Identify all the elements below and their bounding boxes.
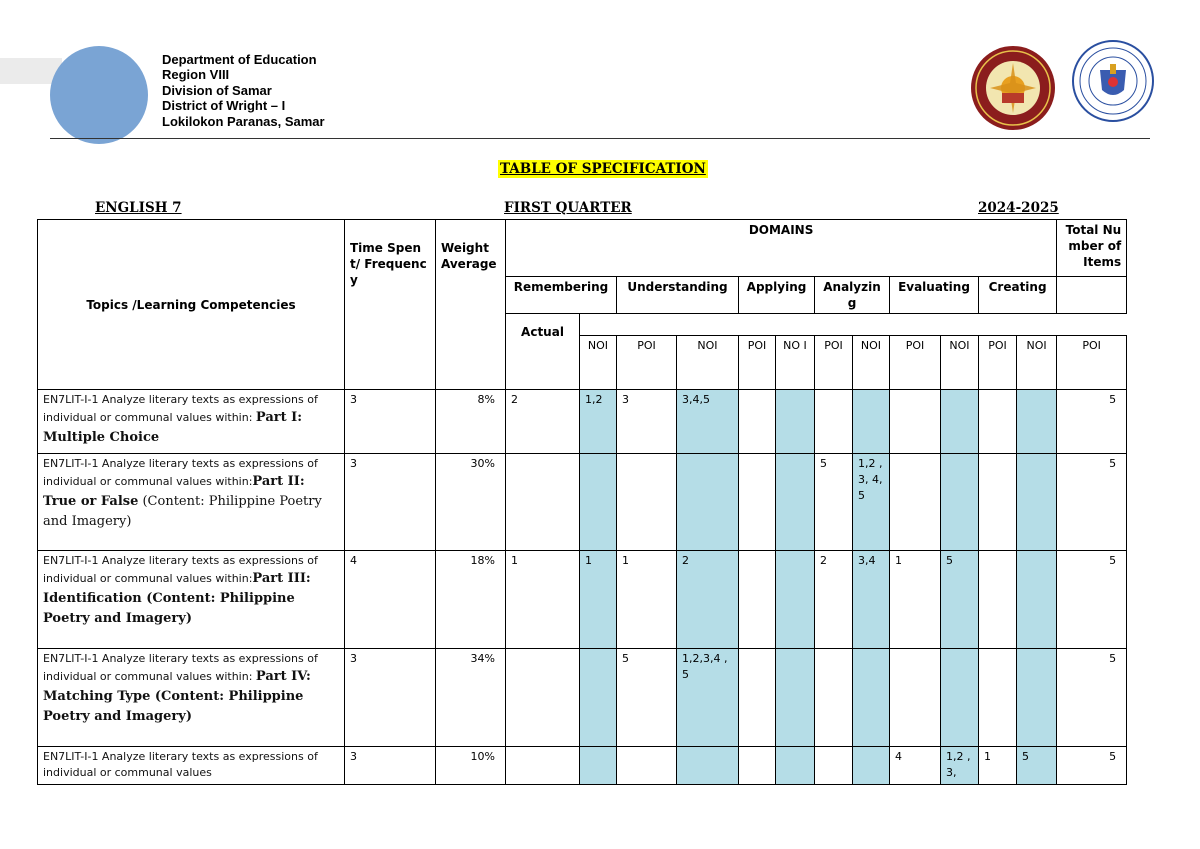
noi-cell [979,454,1017,551]
noi-cell [890,390,941,454]
noi-cell [739,747,776,785]
header-actual: Actual [506,314,580,390]
header-noi: NOI [1017,336,1057,390]
noi-cell [979,649,1017,747]
competency-cell [38,390,345,454]
time-spent-cell: 3 [345,649,436,747]
division-seal-icon [970,45,1056,131]
noi-cell [815,390,853,454]
header-weight-average: Weight Average [436,220,506,390]
total-items-cell: 5 [1057,454,1127,551]
poi-cell [941,390,979,454]
header-divider [50,138,1150,139]
noi-cell: 5 [815,454,853,551]
weight-cell: 18% [436,551,506,649]
table-row [38,390,1127,454]
poi-cell [1017,551,1057,649]
letterhead-line: Lokilokon Paranas, Samar [162,113,325,129]
noi-cell [617,747,677,785]
header-total-items: Total Number of Items [1057,220,1127,277]
quarter-label: FIRST QUARTER [504,200,632,216]
time-spent-cell: 3 [345,454,436,551]
document-title: TABLE OF SPECIFICATION [500,161,706,177]
noi-cell [506,454,580,551]
deped-seal-icon [1072,40,1154,122]
poi-cell: 3,4,5 [677,390,739,454]
poi-cell: 1 [580,551,617,649]
poi-cell: 1,2 [580,390,617,454]
header-creating: Creating [979,277,1057,314]
table-row [38,551,1127,649]
poi-cell [776,390,815,454]
time-spent-cell: 3 [345,390,436,454]
test-part-label: Part II: True or False [43,474,305,509]
noi-cell [890,649,941,747]
poi-cell [580,454,617,551]
noi-cell [979,390,1017,454]
header-poi: POI [739,336,776,390]
header-poi: POI [979,336,1017,390]
header-noi: NOI [677,336,739,390]
competency-text: EN7LIT-I-1 Analyze literary texts as expressions of individual or communal values within: [43,554,318,585]
letterhead-line: District of Wright – I [162,98,286,114]
table-row [38,649,1127,747]
total-items-cell: 5 [1057,390,1127,454]
poi-cell: 3,4 [853,551,890,649]
poi-cell [1017,454,1057,551]
header-time-spent: Time Spent/ Frequency [345,220,436,390]
competency-text: EN7LIT-I-1 Analyze literary texts as expressions of individual or communal values [43,750,318,779]
poi-cell [941,454,979,551]
noi-cell [815,747,853,785]
noi-cell: 1 [979,747,1017,785]
noi-cell: 1 [890,551,941,649]
noi-cell [739,551,776,649]
noi-cell [617,454,677,551]
table-row [38,454,1127,551]
header-poi: POI [890,336,941,390]
header-understanding: Understanding [617,277,739,314]
header-poi: POI [1057,336,1127,390]
poi-cell: 1,2,3,4 ,5 [677,649,739,747]
test-part-label: Part III: Identification (Content: Philippine Poetry and Imagery) [43,571,311,626]
header-topics: Topics /Learning Competencies [38,220,345,390]
table-row [38,747,1127,785]
weight-cell: 8% [436,390,506,454]
poi-cell [853,390,890,454]
poi-cell: 1,2 ,3, 4,5 [853,454,890,551]
test-part-label: Part I: Multiple Choice [43,410,303,445]
header-noi: NOI [853,336,890,390]
competency-cell [38,551,345,649]
noi-cell [506,649,580,747]
letterhead-line: Division of Samar [162,82,272,98]
noi-cell [506,747,580,785]
poi-cell: 5 [1017,747,1057,785]
noi-cell [739,390,776,454]
total-items-cell: 5 [1057,747,1127,785]
noi-cell: 1 [617,551,677,649]
header-total-blank [1057,277,1127,314]
poi-cell: 2 [677,551,739,649]
weight-cell: 34% [436,649,506,747]
letterhead [162,52,325,129]
letterhead-line: Department of Education [162,52,317,67]
header-poi: POI [815,336,853,390]
poi-cell [776,551,815,649]
header-noi: NOI [941,336,979,390]
time-spent-cell: 3 [345,747,436,785]
school-year-label: 2024-2025 [978,200,1059,216]
competency-text: EN7LIT-I-1 Analyze literary texts as expressions of individual or communal values within: [43,393,318,424]
subject-label: ENGLISH 7 [95,200,182,216]
poi-cell [580,649,617,747]
header-evaluating: Evaluating [890,277,979,314]
noi-cell: 3 [617,390,677,454]
time-spent-cell: 4 [345,551,436,649]
header-poi: POI [617,336,677,390]
poi-cell [776,747,815,785]
poi-cell [776,649,815,747]
total-items-cell: 5 [1057,551,1127,649]
noi-cell [890,454,941,551]
poi-cell [677,747,739,785]
poi-cell: 5 [941,551,979,649]
poi-cell [941,649,979,747]
competency-text: EN7LIT-I-1 Analyze literary texts as expressions of individual or communal values within: [43,457,318,488]
poi-cell [853,747,890,785]
test-part-label: Part IV: Matching Type (Content: Philippine Poetry and Imagery) [43,669,311,724]
weight-cell: 30% [436,454,506,551]
noi-cell [815,649,853,747]
poi-cell [776,454,815,551]
noi-cell: 5 [617,649,677,747]
noi-cell: 2 [506,390,580,454]
noi-cell: 4 [890,747,941,785]
specification-table [37,219,1127,785]
noi-cell [739,649,776,747]
poi-cell [677,454,739,551]
header-domains: DOMAINS [506,220,1057,277]
header-noi: NOI [580,336,617,390]
weight-cell: 10% [436,747,506,785]
header-noi: NO I [776,336,815,390]
header-remembering: Remembering [506,277,617,314]
noi-cell [739,454,776,551]
poi-cell [1017,649,1057,747]
noi-cell: 2 [815,551,853,649]
poi-cell [580,747,617,785]
letterhead-line: Region VIII [162,67,230,83]
school-logo-placeholder [50,46,148,144]
competency-cell [38,649,345,747]
header-analyzing: Analyzin g [815,277,890,314]
poi-cell [1017,390,1057,454]
noi-cell: 1 [506,551,580,649]
test-part-note: (Content: Philippine Poetry and Imagery) [43,494,322,529]
poi-cell [853,649,890,747]
poi-cell: 1,2 ,3, [941,747,979,785]
header-applying: Applying [739,277,815,314]
competency-cell [38,454,345,551]
header-row-domains [38,220,1127,277]
competency-text: EN7LIT-I-1 Analyze literary texts as expressions of individual or communal values within: [43,652,318,683]
competency-cell [38,747,345,785]
total-items-cell: 5 [1057,649,1127,747]
noi-cell [979,551,1017,649]
